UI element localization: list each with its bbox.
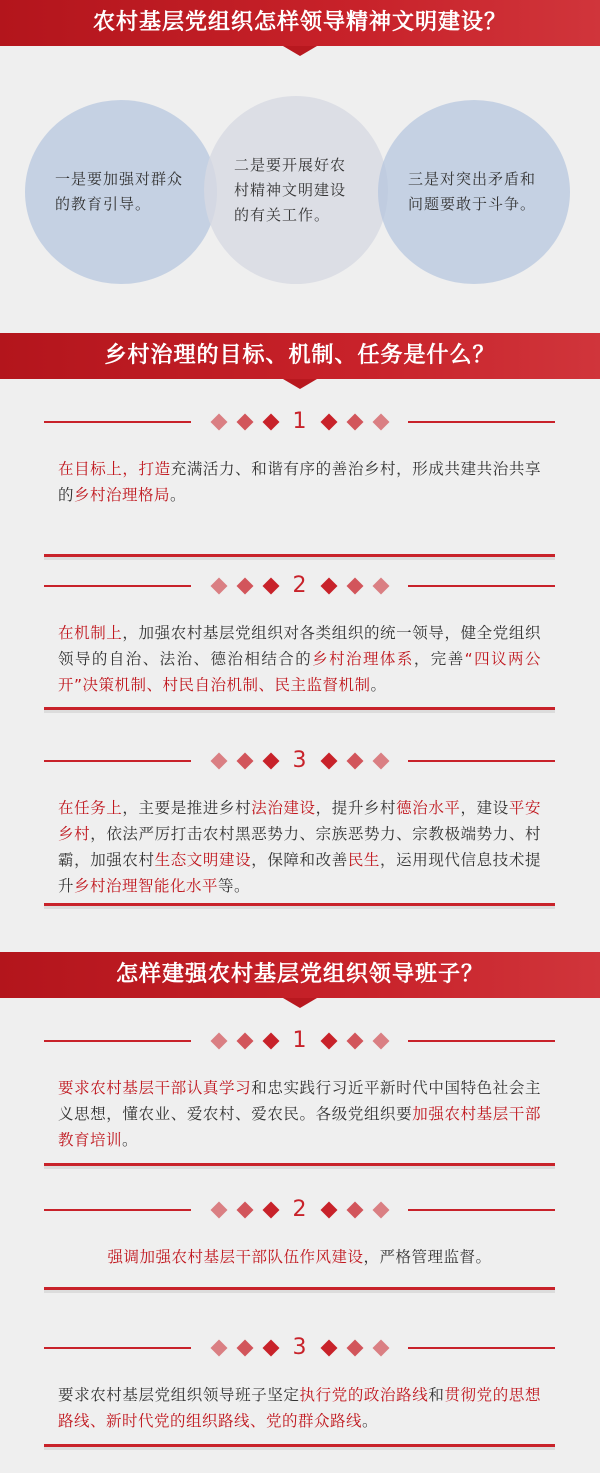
body-text: ，保障和改善 [251, 851, 348, 869]
diamond-icon [262, 1340, 279, 1357]
body-text: 。 [362, 1412, 379, 1430]
section1-banner [0, 0, 600, 46]
body-text: 和 [428, 1386, 445, 1404]
divider-line [408, 1347, 555, 1349]
highlight-text: 平安乡村 [58, 799, 541, 843]
diamond-icon [262, 578, 279, 595]
section-rule [44, 1163, 555, 1166]
diamond-icon [320, 1340, 337, 1357]
diamond-icon [346, 414, 363, 431]
diamond-icon [210, 1202, 227, 1219]
body-text: 。 [122, 1131, 139, 1149]
diamond-icon [372, 1202, 389, 1219]
section2-item-1 [44, 410, 555, 508]
section2-banner [0, 333, 600, 379]
item-text [58, 620, 541, 698]
highlight-text: 乡村治理格局 [74, 486, 171, 504]
diamond-icon [346, 578, 363, 595]
diamond-icon [210, 414, 227, 431]
diamond-icon [346, 1340, 363, 1357]
highlight-text: 民生 [347, 851, 381, 869]
diamond-icon [372, 753, 389, 770]
divider-line [44, 1347, 191, 1349]
divider-line [44, 421, 191, 423]
divider-line [44, 1040, 191, 1042]
section3-item-1 [44, 1029, 555, 1153]
item-number: 3 [292, 1335, 307, 1360]
body-text: 充满活力、和谐有序的善治乡村，形成共建共治共享的 [58, 460, 541, 504]
section-rule [44, 554, 555, 557]
circle-text: 一是要加强对群众的教育引导。 [55, 170, 184, 213]
body-text: ，严格管理监督。 [363, 1248, 492, 1266]
point-circle-2 [204, 96, 388, 284]
diamond-icon [236, 1340, 253, 1357]
item-number: 1 [292, 1028, 307, 1053]
section-rule [44, 1444, 555, 1447]
highlight-text: 在机制上 [58, 624, 123, 642]
diamond-icon [320, 1202, 337, 1219]
body-text: ，主要是推进乡村 [122, 799, 252, 817]
section2-item-2 [44, 574, 555, 698]
section1-title: 农村基层党组织怎样领导精神文明建设？ [92, 10, 507, 35]
circle-text: 二是要开展好农村精神文明建设的有关工作。 [234, 155, 347, 224]
diamond-icon [262, 753, 279, 770]
highlight-text: 在任务上 [58, 799, 123, 817]
item-divider [44, 749, 555, 773]
body-text: 和忠实践行习近平新时代中国特色社会主义思想，懂农业、爱农村、爱农民。各级党组织要 [58, 1079, 541, 1123]
circle-text: 三是对突出矛盾和问题要敢于斗争。 [408, 170, 537, 213]
diamond-icon [236, 414, 253, 431]
item-divider [44, 574, 555, 598]
item-text [58, 795, 541, 899]
highlight-text: 执行党的政治路线 [299, 1386, 429, 1404]
diamond-icon [346, 1202, 363, 1219]
highlight-text: 加强农村基层干部教育培训 [58, 1105, 541, 1149]
banner-pointer [283, 379, 317, 389]
point-circle-3 [378, 100, 570, 284]
highlight-text: 在目标上，打造 [58, 460, 171, 478]
diamond-icon [210, 1340, 227, 1357]
item-divider [44, 1198, 555, 1222]
diamond-icon [320, 414, 337, 431]
highlight-text: 法治建设 [251, 799, 316, 817]
highlight-text: 生态文明建设 [154, 851, 252, 869]
section3-banner [0, 952, 600, 998]
body-text: 。 [370, 676, 387, 694]
diamond-icon [236, 753, 253, 770]
section3-item-2 [44, 1198, 555, 1270]
diamond-icon [210, 1033, 227, 1050]
diamond-icon [236, 1202, 253, 1219]
item-text [58, 1075, 541, 1153]
body-text: ，加强农村基层党组织对各类组织的统一领导，健全党组织领导的自治、法治、德治相结合的 [58, 624, 541, 668]
highlight-text: 乡村治理智能化水平 [74, 877, 219, 895]
diamond-icon [320, 1033, 337, 1050]
diamond-icon [236, 1033, 253, 1050]
banner-pointer [283, 46, 317, 56]
item-number: 3 [292, 748, 307, 773]
section-rule [44, 903, 555, 906]
item-divider [44, 410, 555, 434]
diamond-icon [320, 578, 337, 595]
item-divider [44, 1336, 555, 1360]
body-text: 等。 [218, 877, 251, 895]
diamond-icon [210, 578, 227, 595]
diamond-icon [262, 1033, 279, 1050]
section3-title: 怎样建强农村基层党组织领导班子？ [115, 962, 484, 987]
divider-line [44, 585, 191, 587]
highlight-text: 要求农村基层干部认真学习 [58, 1079, 252, 1097]
diamond-icon [210, 753, 227, 770]
diamond-icon [372, 1340, 389, 1357]
point-circle-1 [25, 100, 217, 284]
divider-line [408, 421, 555, 423]
body-text: 要求农村基层党组织领导班子坚定 [58, 1386, 300, 1404]
section3-item-3 [44, 1336, 555, 1434]
item-text [58, 1382, 541, 1434]
diamond-icon [262, 1202, 279, 1219]
banner-pointer [283, 998, 317, 1008]
diamond-icon [262, 414, 279, 431]
highlight-text: “四议两公开”决策机制、村民自治机制、民主监督机制 [58, 650, 541, 694]
body-text: ，提升乡村 [315, 799, 397, 817]
highlight-text: 贯彻党的思想路线、新时代党的组织路线、党的群众路线 [58, 1386, 541, 1430]
divider-line [408, 1040, 555, 1042]
item-number: 1 [292, 409, 307, 434]
divider-line [44, 760, 191, 762]
section2-title: 乡村治理的目标、机制、任务是什么？ [104, 343, 496, 368]
item-number: 2 [292, 573, 307, 598]
section-rule [44, 707, 555, 710]
section2-item-3 [44, 749, 555, 899]
diamond-icon [372, 1033, 389, 1050]
diamond-icon [346, 753, 363, 770]
body-text: ，完善 [413, 650, 465, 668]
item-text [58, 1244, 541, 1270]
body-text: ，依法严厉打击农村黑恶势力、宗族恶势力、宗教极端势力、村霸，加强农村 [58, 825, 541, 869]
diamond-icon [372, 578, 389, 595]
divider-line [408, 1209, 555, 1211]
item-text [58, 456, 541, 508]
item-divider [44, 1029, 555, 1053]
body-text: 。 [170, 486, 187, 504]
body-text: ，运用现代信息技术提升 [58, 851, 541, 895]
highlight-text: 强调加强农村基层干部队伍作风建设 [107, 1248, 364, 1266]
body-text: ，建设 [460, 799, 509, 817]
diamond-icon [372, 414, 389, 431]
item-number: 2 [292, 1197, 307, 1222]
highlight-text: 德治水平 [396, 799, 461, 817]
section-rule [44, 1287, 555, 1290]
diamond-icon [320, 753, 337, 770]
divider-line [408, 760, 555, 762]
diamond-icon [236, 578, 253, 595]
diamond-icon [346, 1033, 363, 1050]
highlight-text: 乡村治理体系 [312, 650, 414, 668]
divider-line [408, 585, 555, 587]
divider-line [44, 1209, 191, 1211]
